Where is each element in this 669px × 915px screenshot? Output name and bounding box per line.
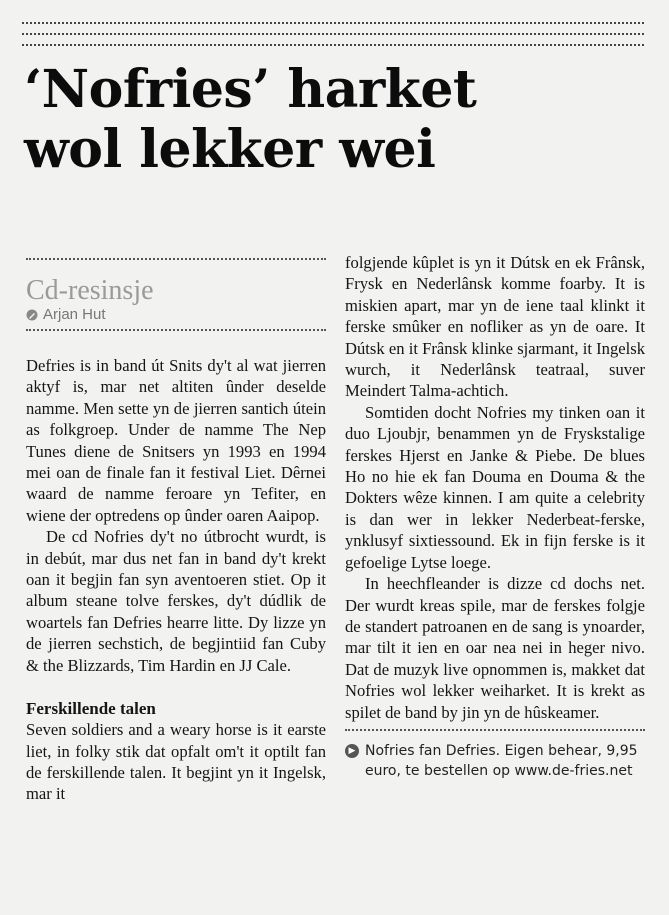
- top-dotted-rule: [22, 44, 644, 46]
- section-kicker: Cd-resinsje: [26, 275, 154, 306]
- byline: [26, 306, 326, 323]
- headline-line-1: ‘Nofries’ harket: [24, 59, 477, 120]
- dotted-rule: [345, 729, 645, 731]
- headline: [24, 60, 644, 180]
- headline-line-2: wol lekker wei: [24, 119, 436, 180]
- credit-text: Nofries fan Defries. Eigen behear, 9,95 euro, te bestellen op www.de-fries.net: [365, 742, 638, 779]
- body-paragraph: Seven soldiers and a weary horse is it earste liet, in folky stik dat opfalt om't it optilt fan de ferskillende talen. It begjint yn it Ingelsk, mar it: [26, 720, 326, 804]
- author-name: Arjan Hut: [43, 306, 106, 323]
- play-icon: ▶: [345, 744, 359, 758]
- album-credit: [345, 741, 645, 781]
- subheading: Ferskillende talen: [26, 699, 156, 719]
- body-paragraph: Somtiden docht Nofries my tinken oan it duo Ljoubjr, benammen yn de Fryskstalige ferskes Hjerst en Janke & Piebe. De blues Ho no hie ek fan Douma en Douma & the Dokters wêze kinnen. I am quite a celebrity is dan wer in lekker Nederbeat-ferske, ynklusyf sixtiessound. Ek in fijn ferske is it gefoelige Lytse loege.: [345, 402, 645, 572]
- body-paragraph: De cd Nofries dy't no útbrocht wurdt, is in debút, mar dus net fan in band dy't krekt oan it begjin fan syn aventoeren stiet. Op it album steane tolve ferskes, dy't dúdlik de woartels fan Defries hearre litte. Dy lizze yn de jierren sechstich, de begjintiid fan Cuby & the Blizzards, Tim Hardin en JJ Cale.: [26, 527, 326, 675]
- dotted-rule: [26, 329, 326, 331]
- right-column: [345, 252, 645, 781]
- pencil-icon: [26, 309, 38, 321]
- body-paragraph: folgjende kûplet is yn it Dútsk en ek Frânsk, Frysk en Nederlânsk komme foarby. It is miskien apart, mar yn de iene taal klinkt it ferske smûker en nofliker as yn de oare. It Dútsk en it Frânsk klinke sjarmant, it Ingelsk wurch, it Nederlânsk teatraal, suver Meindert Talma-achtich.: [345, 253, 645, 401]
- left-column: [26, 252, 326, 805]
- body-paragraph: In heechfleander is dizze cd dochs net. Der wurdt kreas spile, mar de ferskes folgje de standert patroanen en de sang is ynoarder, mar tilt it ien en oar nea nei in heger nivo. Dat de muzyk live opnommen is, makket dat Nofries wol lekker weiharket. It is krekt as spilet de band by jin yn de hûskeamer.: [345, 574, 645, 722]
- body-paragraph: Defries is in band út Snits dy't al wat jierren aktyf is, mar net altiten ûnder deselde namme. Men sette yn de jierren santich útein as folkgroep. Under de namme The Nep Tunes diene de Snitsers yn 1993 en 1994 mei oan de finale fan it festival Liet. Dêrnei waard de namme feroare yn Tefiter, en wiene der optredens op ûnder oaren Aaipop.: [26, 356, 326, 525]
- dotted-rule: [26, 258, 326, 260]
- top-dotted-rule: [22, 33, 644, 35]
- top-dotted-rule: [22, 22, 644, 24]
